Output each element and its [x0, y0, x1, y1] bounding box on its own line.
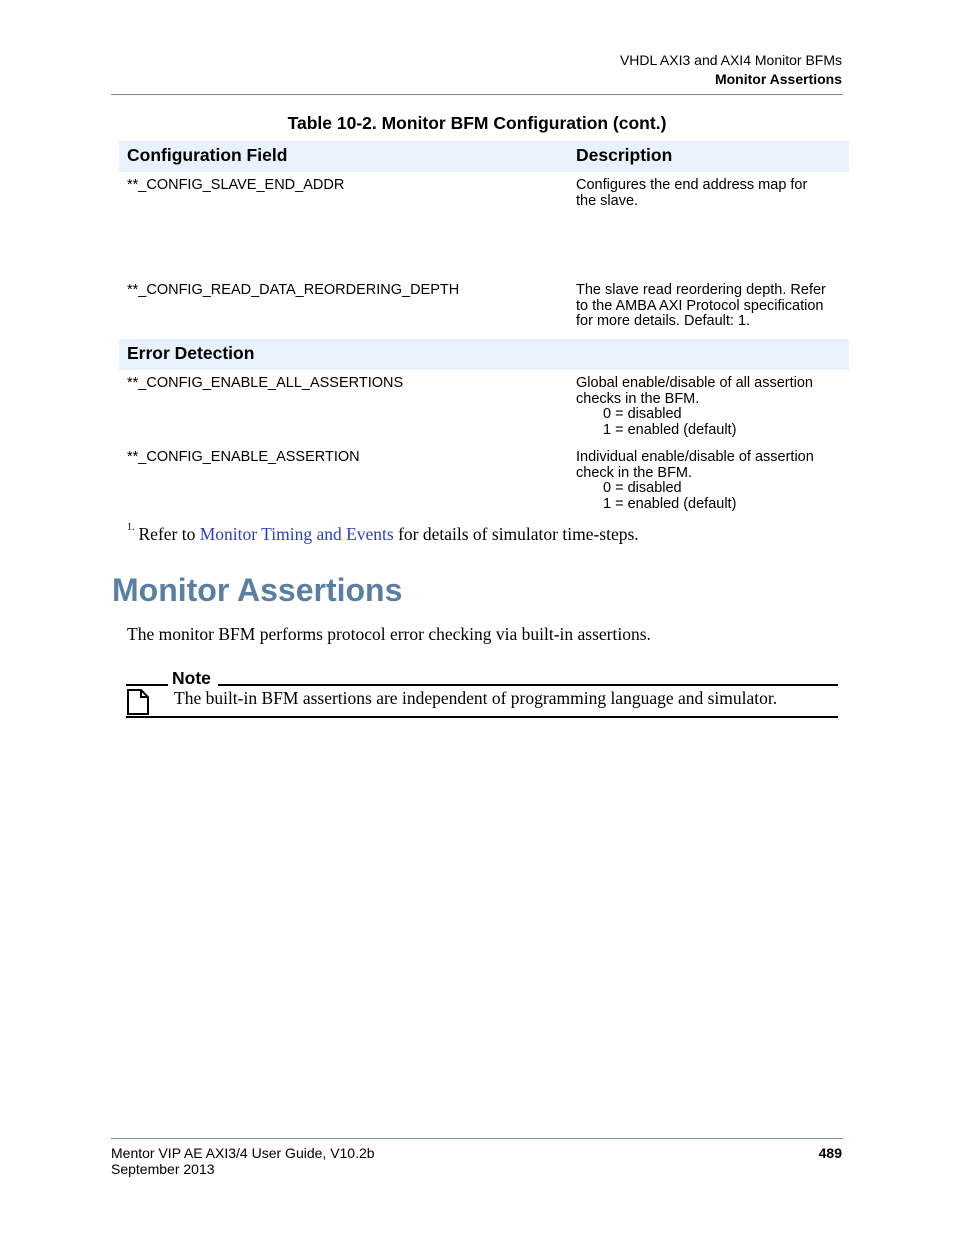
config-table	[119, 141, 849, 514]
description-line: for more details. Default: 1.	[576, 313, 751, 329]
body-paragraph: The monitor BFM performs protocol error checking via built-in assertions.	[127, 624, 651, 644]
footnote-prefix: Refer to	[138, 524, 196, 544]
note-rule	[126, 716, 838, 718]
field-description	[576, 283, 846, 330]
header-rule	[111, 94, 843, 95]
running-header-section: Monitor Assertions	[714, 71, 842, 87]
section-title: Monitor Assertions	[112, 572, 403, 608]
note-label: Note	[172, 668, 211, 688]
field-name: **_CONFIG_READ_DATA_REORDERING_DEPTH	[127, 282, 460, 298]
table-footnote	[127, 524, 639, 545]
footnote-suffix: for details of simulator time-steps.	[398, 524, 639, 544]
description-line: Configures the end address map for	[576, 177, 808, 193]
table-header-row	[119, 141, 849, 172]
note-rule	[218, 684, 838, 686]
field-name: **_CONFIG_SLAVE_END_ADDR	[127, 177, 345, 193]
table-row	[119, 277, 849, 339]
subheader-error-detection: Error Detection	[127, 343, 255, 363]
table-row	[119, 370, 849, 444]
field-description	[576, 450, 846, 512]
table-row	[119, 444, 849, 514]
note-rule	[126, 684, 168, 686]
description-line: check in the BFM.	[576, 464, 693, 481]
description-line: Individual enable/disable of assertion	[576, 449, 814, 465]
note-page-icon	[126, 688, 150, 716]
field-description	[576, 376, 846, 438]
running-header-chapter: VHDL AXI3 and AXI4 Monitor BFMs	[619, 52, 842, 68]
table-row	[119, 172, 849, 277]
description-option: 1 = enabled (default)	[603, 495, 737, 512]
field-name: **_CONFIG_ENABLE_ASSERTION	[127, 449, 360, 465]
monitor-timing-link[interactable]: Monitor Timing and Events	[199, 524, 394, 544]
description-option: 0 = disabled	[603, 480, 682, 496]
page-number: 489	[818, 1145, 842, 1161]
description-line: Global enable/disable of all assertion	[576, 375, 813, 391]
table-caption: Table 10-2. Monitor BFM Configuration (cont.)	[287, 113, 667, 133]
description-option: 1 = enabled (default)	[603, 421, 737, 438]
footer-guide-title: Mentor VIP AE AXI3/4 User Guide, V10.2b	[111, 1145, 375, 1161]
field-description	[576, 178, 846, 209]
description-option: 0 = disabled	[603, 406, 682, 422]
table-subheader-row	[119, 339, 849, 370]
column-header-field: Configuration Field	[127, 145, 288, 165]
description-line: The slave read reordering depth. Refer	[576, 282, 826, 298]
footer-rule	[111, 1138, 843, 1139]
footnote-marker: 1.	[127, 522, 135, 533]
footer-date: September 2013	[111, 1161, 215, 1177]
description-line: to the AMBA AXI Protocol specification	[576, 297, 824, 314]
description-line: checks in the BFM.	[576, 390, 700, 407]
field-name: **_CONFIG_ENABLE_ALL_ASSERTIONS	[127, 375, 404, 391]
column-header-description: Description	[576, 145, 673, 165]
description-line: the slave.	[576, 192, 639, 209]
note-text: The built-in BFM assertions are independent of programming language and simulator.	[174, 688, 778, 708]
